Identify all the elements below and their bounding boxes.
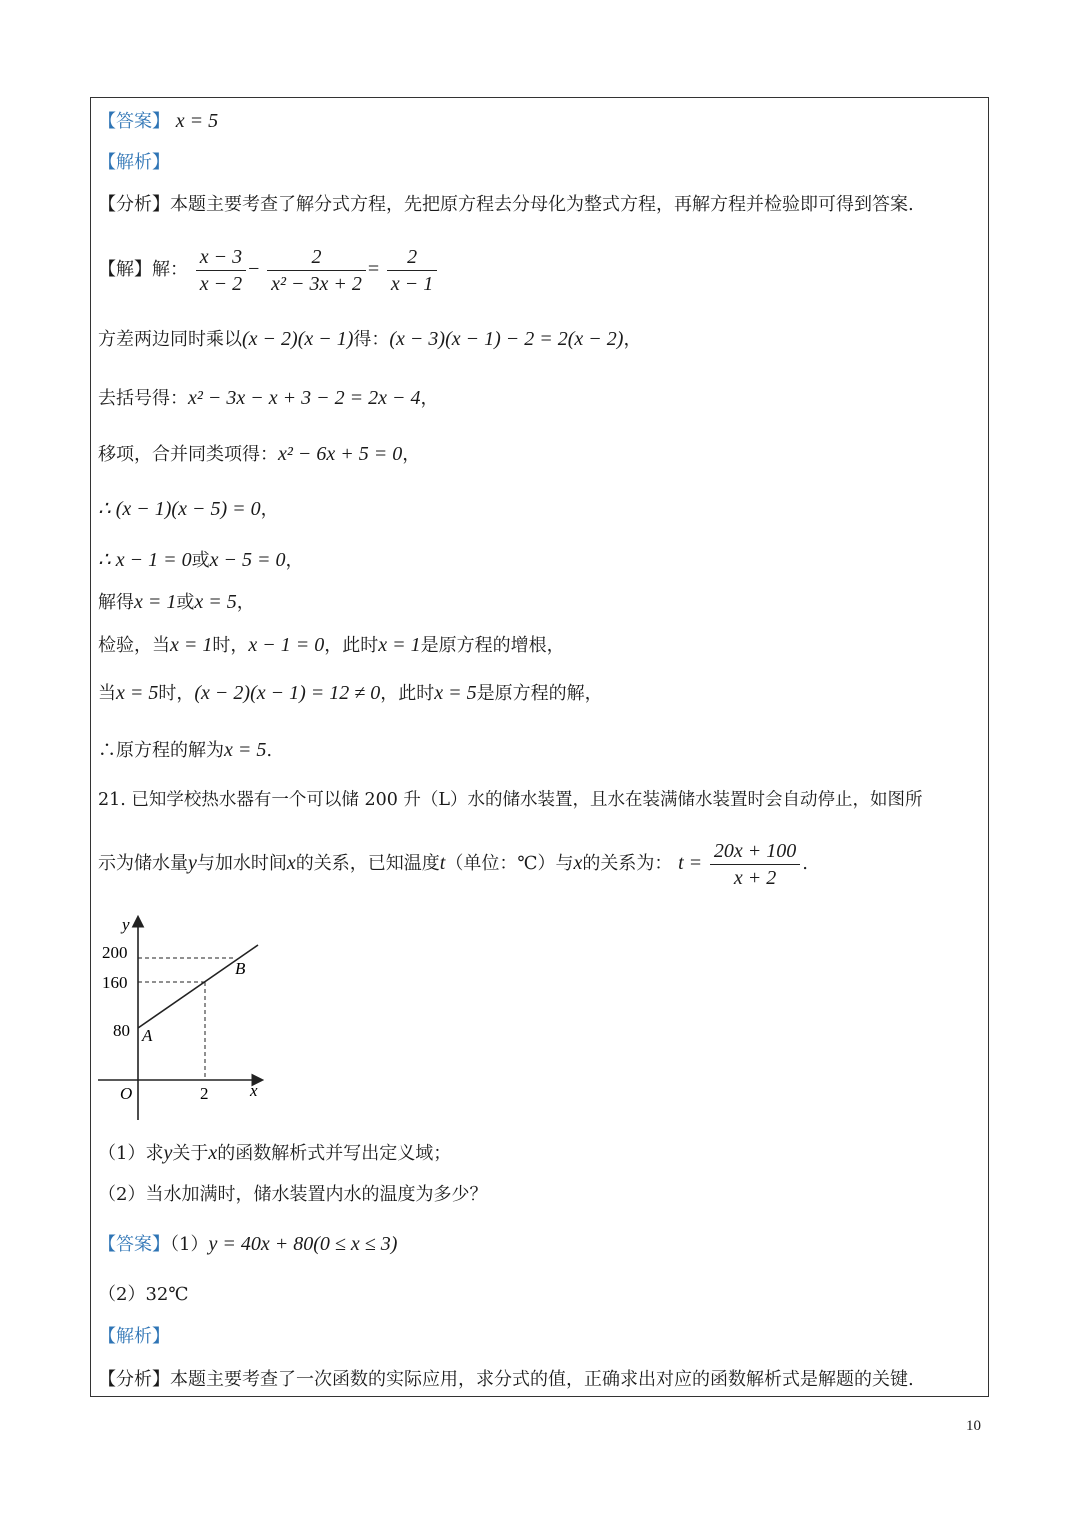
fraction-2-num: 2: [267, 244, 366, 271]
q21-stem-line2: 示为储水量y与加水时间x的关系，已知温度t（单位：℃）与x的关系为： t = $\frac{20x + 100}{x + 2}$ .: [98, 839, 809, 889]
step5-or: 或: [191, 550, 210, 571]
fraction-1-num: x − 3: [196, 244, 246, 271]
q21-answer-line1: [98, 1232, 397, 1257]
point-a-label: A: [142, 1026, 153, 1045]
stem-b: 与加水时间: [196, 853, 287, 874]
q21-analysis-tag: 【解析】: [98, 1326, 170, 1347]
step1-math1: (x − 2)(x − 1): [242, 328, 354, 350]
function-line: [138, 945, 258, 1028]
step7-when: 时，: [212, 635, 249, 656]
q21-fenxi-tag: 【分析】: [98, 1369, 170, 1390]
formula-fraction: [710, 838, 800, 891]
q21-answer-tag: 【答案】: [98, 1234, 170, 1255]
step7-a: x = 1: [170, 634, 213, 656]
step1-text: 方差两边同时乘以: [98, 329, 242, 350]
stem-d: （单位：℃）与: [445, 853, 574, 874]
minus-sign: −: [248, 258, 260, 280]
stem-a: 示为储水量: [98, 853, 188, 874]
q21-answer-line2: （2）32℃: [98, 1284, 189, 1305]
fraction-3: [387, 244, 437, 297]
step6-pre: 解得: [98, 592, 134, 613]
step8-c: x = 5: [434, 682, 477, 704]
step8-when: 时，: [158, 683, 195, 704]
step4-math: ∴ (x − 1)(x − 5) = 0: [98, 498, 261, 520]
q20-step5: ∴ x − 1 = 0或x − 5 = 0，: [98, 549, 304, 571]
q20-equation-line: [98, 240, 439, 299]
step7-c: x = 1: [378, 634, 421, 656]
analysis-tag: 【解析】: [98, 152, 170, 173]
step2-text: 去括号得：: [98, 388, 188, 409]
q20-fenxi-line: [98, 193, 914, 217]
sub1-x: x: [208, 1142, 218, 1164]
q20-answer-line: [98, 109, 218, 134]
fraction-3-num: 2: [387, 244, 437, 271]
step2-math: x² − 3x − x + 3 − 2 = 2x − 4: [188, 387, 421, 409]
answer1-math: y = 40x + 80(0 ≤ x ≤ 3): [208, 1233, 398, 1255]
step5-b: x − 5 = 0: [209, 549, 286, 571]
answer1-pre: （1）: [170, 1234, 209, 1255]
q21-sub1: [98, 1141, 451, 1166]
stem-x2: x: [573, 852, 583, 874]
step3-text: 移项，合并同类项得：: [98, 444, 278, 465]
y-tick-200: 200: [102, 943, 128, 962]
stem-y: y: [188, 852, 197, 874]
answer-math: x = 5: [175, 110, 219, 132]
q21-analysis-line: [98, 1325, 170, 1349]
q20-step6: 解得x = 1或x = 5，: [98, 591, 255, 613]
x-axis-label: x: [250, 1081, 258, 1100]
formula-den: x + 2: [733, 866, 777, 889]
page-number: 10: [966, 1418, 981, 1434]
y-tick-80: 80: [113, 1021, 130, 1040]
equals-sign: =: [367, 258, 380, 280]
q20-step4: ∴ (x − 1)(x − 5) = 0，: [98, 498, 279, 520]
step7-end: 是原方程的增根，: [420, 635, 565, 656]
fraction-2: [267, 244, 366, 297]
step5-a: ∴ x − 1 = 0: [98, 549, 192, 571]
fenxi-text: 本题主要考查了解分式方程，先把原方程去分母化为整式方程，再解方程并检验即可得到答案.: [170, 194, 914, 215]
answer-tag: 【答案】: [98, 111, 170, 132]
q21-fenxi-text: 本题主要考查了一次函数的实际应用，求分式的值，正确求出对应的函数解析式是解题的关键.: [170, 1369, 914, 1390]
q20-analysis-line: [98, 151, 170, 175]
q21-sub2: （2）当水加满时，储水装置内水的温度为多少？: [98, 1184, 488, 1205]
step7-pre: 检验，当: [98, 635, 170, 656]
jie-tag: 【解】: [98, 259, 152, 280]
step8-a: x = 5: [116, 682, 159, 704]
sub1-end: 的函数解析式并写出定义域；: [217, 1143, 452, 1164]
step1-mid: 得：: [353, 329, 390, 350]
step9-math: x = 5: [224, 739, 267, 761]
step8-mid: ，此时: [380, 683, 435, 704]
step6-b: x = 5: [194, 591, 237, 613]
y-tick-160: 160: [102, 973, 128, 992]
q20-step8: [98, 681, 603, 706]
q21-stem-line1: 21. 已知学校热水器有一个可以储 200 升（L）水的储水装置，且水在装满储水装置时会自动停止，如图所: [98, 790, 923, 810]
step8-pre: 当: [98, 683, 116, 704]
stem-c: 的关系，已知温度: [295, 853, 440, 874]
q20-step1: 方差两边同时乘以(x − 2)(x − 1)得：(x − 3)(x − 1) − 2 = 2(x − 2)，: [98, 328, 642, 350]
q20-step2: 去括号得：x² − 3x − x + 3 − 2 = 2x − 4，: [98, 387, 439, 409]
fraction-1: [196, 244, 246, 297]
fenxi-tag: 【分析】: [98, 194, 170, 215]
step7-b: x − 1 = 0: [248, 634, 325, 656]
function-graph: [96, 910, 276, 1125]
step7-mid: ，此时: [324, 635, 379, 656]
q20-step3: 移项，合并同类项得：x² − 6x + 5 = 0，: [98, 443, 421, 465]
origin-label: O: [120, 1084, 133, 1103]
formula-t: t =: [678, 852, 703, 874]
step3-math: x² − 6x + 5 = 0: [278, 443, 403, 465]
step1-math2: (x − 3)(x − 1) − 2 = 2(x − 2): [389, 328, 624, 350]
fraction-3-den: x − 1: [390, 272, 434, 295]
formula-num: 20x + 100: [710, 838, 800, 865]
x-tick-2: 2: [200, 1084, 209, 1103]
stem-x: x: [286, 852, 296, 874]
q20-step9: ∴原方程的解为x = 5.: [98, 739, 273, 761]
fraction-2-den: x² − 3x + 2: [271, 272, 362, 295]
stem-e: 的关系为：: [582, 853, 673, 874]
step8-end: 是原方程的解，: [476, 683, 603, 704]
jie-prefix: 解：: [152, 259, 188, 280]
stem-t: t: [439, 852, 446, 874]
y-axis-label: y: [122, 915, 130, 934]
step9-pre: ∴原方程的解为: [98, 740, 224, 761]
sub1-mid: 关于: [172, 1143, 209, 1164]
point-b-label: B: [235, 959, 246, 978]
sub1-y: y: [163, 1142, 173, 1164]
fraction-1-den: x − 2: [199, 272, 243, 295]
step8-b: (x − 2)(x − 1) = 12 ≠ 0: [194, 682, 381, 704]
q21-fenxi-line: [98, 1368, 914, 1392]
q20-step7: [98, 633, 565, 658]
step6-or: 或: [176, 592, 195, 613]
step6-a: x = 1: [134, 591, 177, 613]
sub1-pre: （1）求: [98, 1143, 164, 1164]
